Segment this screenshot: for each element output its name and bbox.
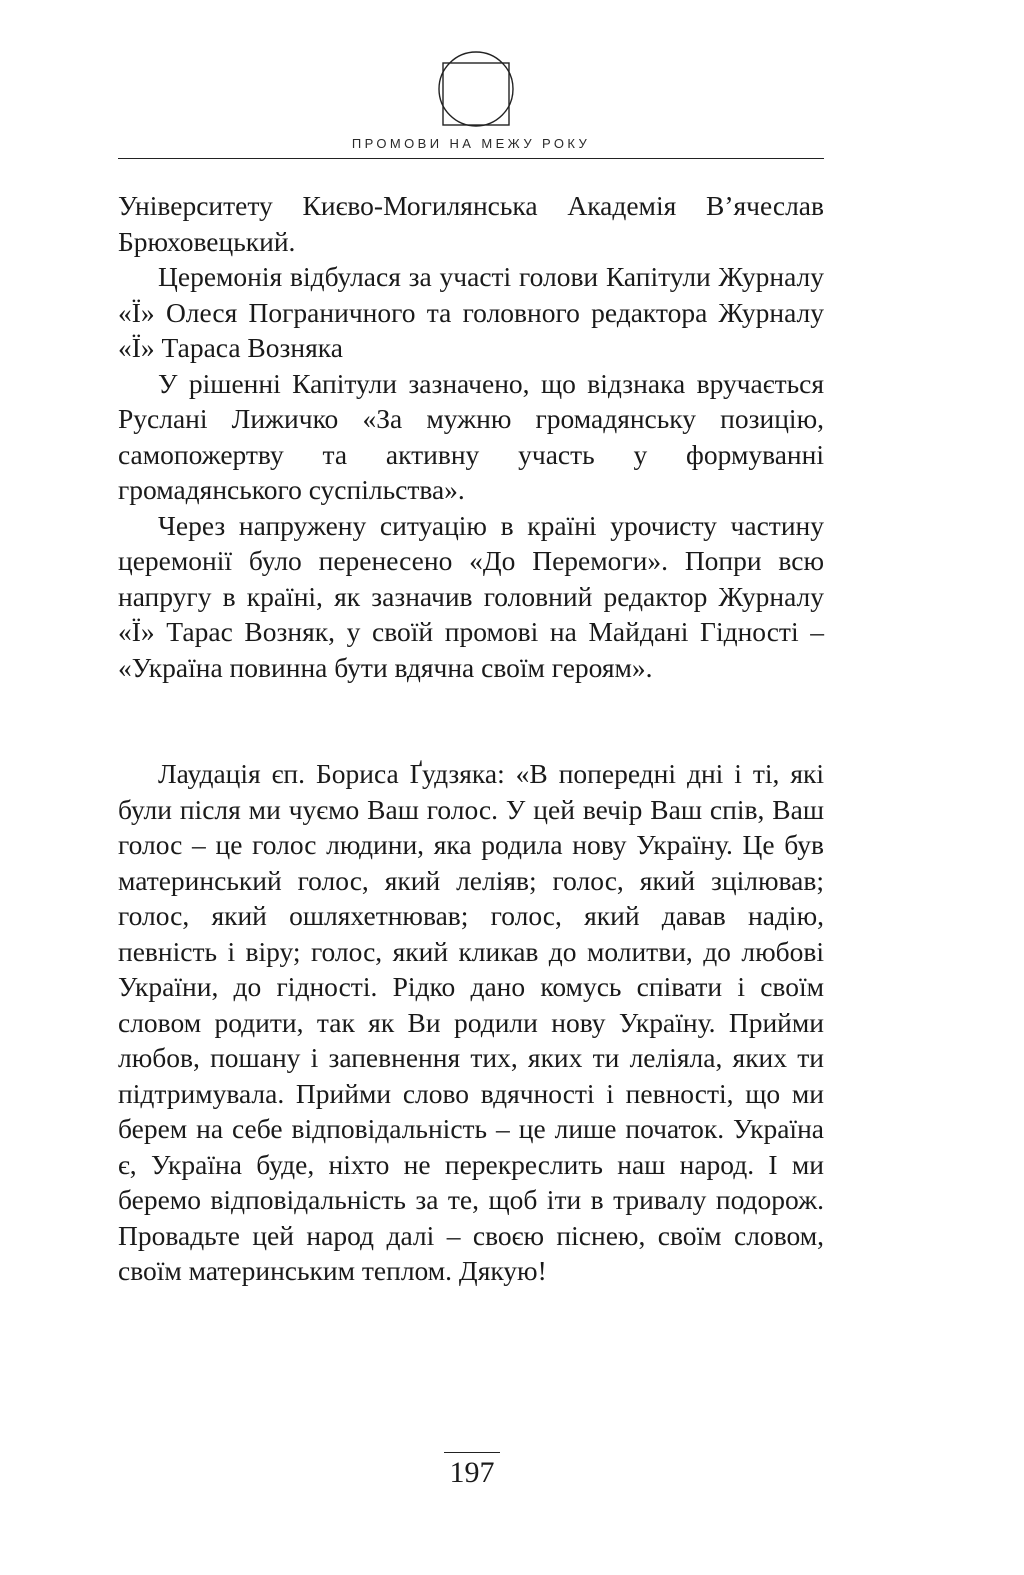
header-rule bbox=[118, 158, 824, 159]
paragraph-ceremony: Церемонія відбулася за участі голови Капітули Журналу «Ї» Олеся Пограничного та головного редактора Журналу «Ї» Тараса Возняка bbox=[118, 261, 824, 363]
paragraph-postponed: Через напружену ситуацію в країні урочисту частину церемонії було перенесено «До Перемоги». Попри всю напругу в країні, як зазначив головний редактор Журналу «Ї» Тарас Возняк, у своїй промові на Майдані Гідності – «Україна повинна бути вдячна своїм героям». bbox=[118, 509, 824, 683]
paragraph-decision: У рішенні Капітули зазначено, що відзнака вручається Руслані Лижичко «За мужню громадянську позицію, самопожертву та активну участь у формуванні громадянського суспільства». bbox=[118, 367, 824, 505]
page-number: 197 bbox=[444, 1452, 500, 1493]
body-text bbox=[118, 188, 824, 1289]
circle-square-emblem-icon bbox=[437, 50, 515, 128]
running-title: ПРОМОВИ НА МЕЖУ РОКУ bbox=[351, 136, 591, 151]
paragraph-continued: Університету Києво-Могилянська Академія В’ячеслав Брюховецький. bbox=[118, 190, 824, 257]
paragraph-laudation: Лаудація єп. Бориса Ґудзяка: «В попередні дні і ті, які були після ми чуємо Ваш голос. У цей вечір Ваш спів, Ваш голос – це голос людини, яка родила нову Україну. Це був материнський голос, який леліяв; голос, який зцілював; голос, який ошляхетнював; голос, який давав надію, певність і віру; голос, який кликав до молитви, до любові України, до гідності. Рідко дано комусь співати і своїм словом родити, так як Ви родили нову Україну. Прийми любов, пошану і запевнення тих, яких ти леліяла, яких ти підтримувала. Прийми слово вдячності і певності, що ми берем на себе відповідальність – це лише початок. Україна є, Україна буде, ніхто не перекреслить наш народ. І ми беремо відповідальність за те, щоб іти в тривалу подорож. Провадьте цей народ далі – своєю піснею, своїм словом, своїм материнським теплом. Дякую! bbox=[118, 758, 824, 1286]
